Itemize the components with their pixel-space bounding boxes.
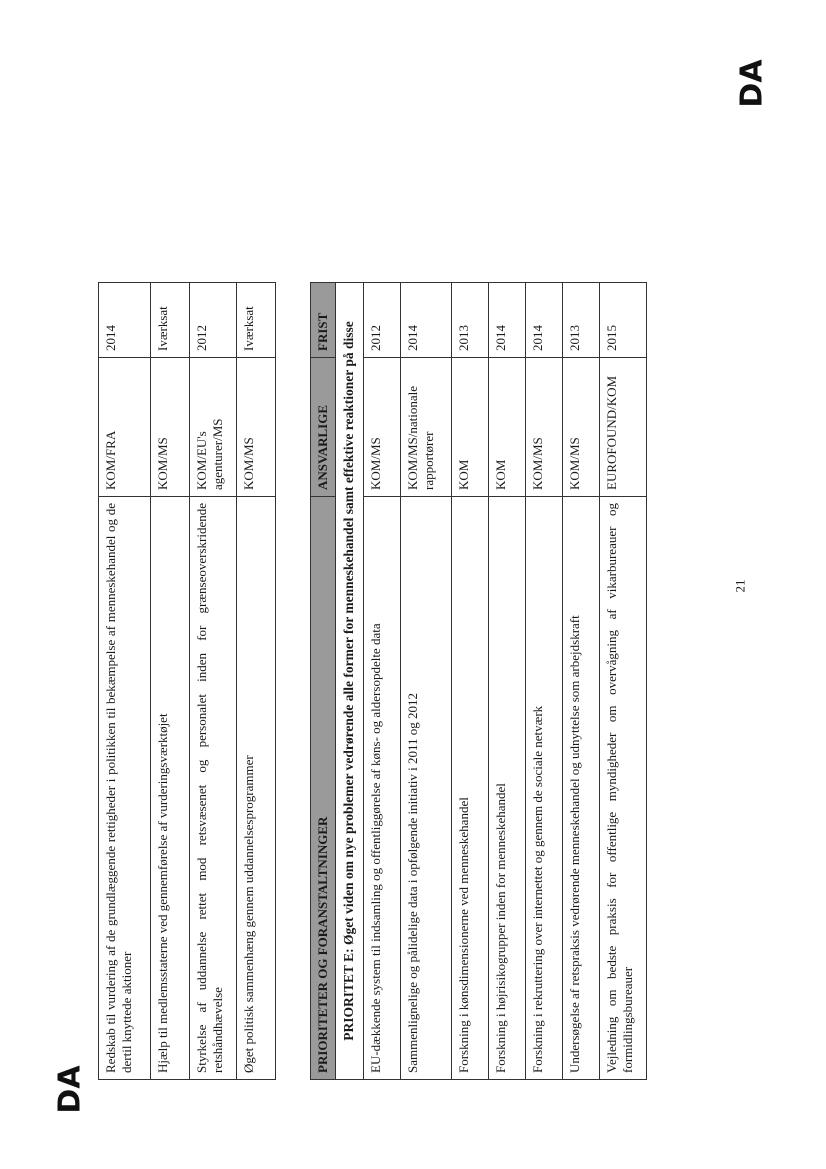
table-row bbox=[452, 283, 489, 1080]
action-cell: Styrkelse af uddannelse rettet mod retsvæsenet og personalet inden for grænseoverskridende retshåndhævelse bbox=[190, 497, 237, 1080]
table-header-row bbox=[311, 283, 336, 1080]
table-bottom-wrapper bbox=[310, 282, 647, 1080]
responsible-cell: KOM/MS bbox=[563, 358, 600, 497]
table-top-wrapper bbox=[98, 282, 276, 1080]
header-priorities: PRIORITETER OG FORANSTALTNINGER bbox=[311, 497, 336, 1080]
action-cell: Undersøgelse af retspraksis vedrørende menneskehandel og udnyttelse som arbejdskraft bbox=[563, 497, 600, 1080]
table-row bbox=[364, 283, 401, 1080]
deadline-cell: 2014 bbox=[99, 283, 151, 358]
deadline-cell: Iværksat bbox=[151, 283, 190, 358]
deadline-cell: 2014 bbox=[489, 283, 526, 358]
table-row bbox=[99, 283, 151, 1080]
table-row bbox=[237, 283, 276, 1080]
priority-title: PRIORITET E: Øget viden om nye problemer vedrørende alle former for menneskehandel samt effektive reaktioner på disse bbox=[336, 283, 364, 1080]
priority-title-row bbox=[336, 283, 364, 1080]
table-row bbox=[190, 283, 237, 1080]
page-number: 21 bbox=[732, 579, 748, 593]
language-label-top: DA bbox=[734, 59, 770, 108]
deadline-cell: 2012 bbox=[190, 283, 237, 358]
header-responsible: ANSVARLIGE bbox=[311, 358, 336, 497]
responsible-cell: KOM/MS bbox=[364, 358, 401, 497]
action-cell: Vejledning om bedste praksis for offentlige myndigheder om overvågning af vikarbureauer og formidlingsbureauer bbox=[600, 497, 647, 1080]
action-cell: Øget politisk sammenhæng gennem uddannelsesprogrammer bbox=[237, 497, 276, 1080]
responsible-cell: KOM/MS/nationale rapportører bbox=[401, 358, 452, 497]
responsible-cell: KOM/FRA bbox=[99, 358, 151, 497]
language-label-bottom: DA bbox=[52, 1065, 88, 1114]
actions-table-continued bbox=[98, 282, 276, 1080]
priorities-table bbox=[310, 282, 647, 1080]
table-row bbox=[401, 283, 452, 1080]
responsible-cell: KOM/MS bbox=[151, 358, 190, 497]
table-row bbox=[489, 283, 526, 1080]
responsible-cell: KOM/EU's agenturer/MS bbox=[190, 358, 237, 497]
deadline-cell: 2014 bbox=[526, 283, 563, 358]
action-cell: Forskning i rekruttering over internettet og gennem de sociale netværk bbox=[526, 497, 563, 1080]
deadline-cell: 2012 bbox=[364, 283, 401, 358]
table-row bbox=[563, 283, 600, 1080]
action-cell: EU-dækkende system til indsamling og offentliggørelse af køns- og aldersopdelte data bbox=[364, 497, 401, 1080]
deadline-cell: Iværksat bbox=[237, 283, 276, 358]
deadline-cell: 2013 bbox=[563, 283, 600, 358]
responsible-cell: KOM bbox=[489, 358, 526, 497]
responsible-cell: KOM/MS bbox=[237, 358, 276, 497]
table-row bbox=[600, 283, 647, 1080]
table-row bbox=[151, 283, 190, 1080]
header-deadline: FRIST bbox=[311, 283, 336, 358]
action-cell: Sammenlignelige og pålidelige data i opfølgende initiativ i 2011 og 2012 bbox=[401, 497, 452, 1080]
action-cell: Forskning i højrisikogrupper inden for menneskehandel bbox=[489, 497, 526, 1080]
deadline-cell: 2014 bbox=[401, 283, 452, 358]
action-cell: Hjælp til medlemsstaterne ved gennemførelse af vurderingsværktøjet bbox=[151, 497, 190, 1080]
responsible-cell: KOM bbox=[452, 358, 489, 497]
deadline-cell: 2013 bbox=[452, 283, 489, 358]
action-cell: Redskab til vurdering af de grundlæggende rettigheder i politikken til bekæmpelse af menneskehandel og de dertil knyttede aktioner bbox=[99, 497, 151, 1080]
responsible-cell: EUROFOUND/KOM bbox=[600, 358, 647, 497]
table-row bbox=[526, 283, 563, 1080]
deadline-cell: 2015 bbox=[600, 283, 647, 358]
responsible-cell: KOM/MS bbox=[526, 358, 563, 497]
action-cell: Forskning i kønsdimensionerne ved menneskehandel bbox=[452, 497, 489, 1080]
